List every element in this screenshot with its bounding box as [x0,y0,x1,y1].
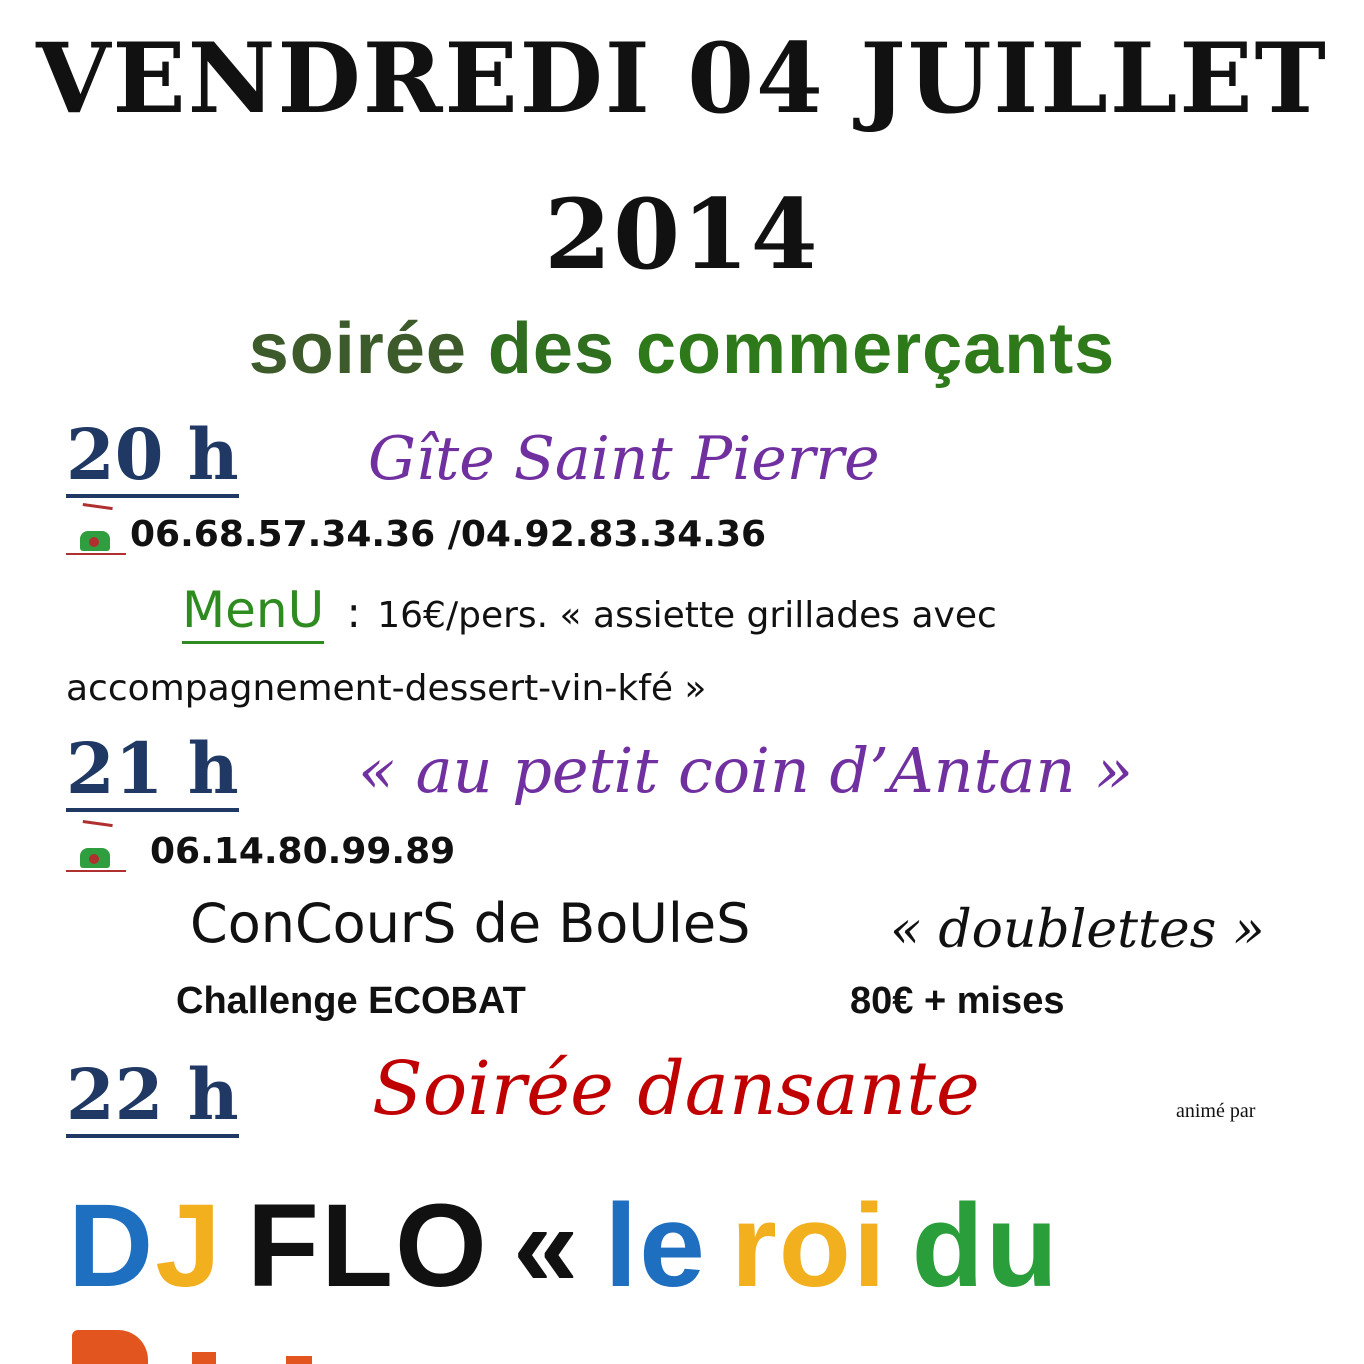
cropped-next-line [72,1330,342,1364]
time-21h: 21 h [66,727,239,810]
phone-number: 06.14.80.99.89 [150,831,456,872]
menu-description-line1: 16€/pers. « assiette grillades avec [377,595,997,636]
menu-description-line2: accompagnement-dessert-vin-kfé » [66,668,707,709]
date-heading: VENDREDI 04 JUILLET [36,22,1328,135]
telephone-icon [66,505,126,555]
dj-word: D [68,1180,156,1312]
boules-contest-title: ConCourS de BoUleS [190,892,751,955]
event-subtitle [0,308,1364,390]
venue-petit-coin-antan: « au petit coin d’Antan » [358,734,1134,807]
subtitle-word: des [487,309,615,389]
dj-word: J [155,1180,223,1312]
dance-evening-title: Soirée dansante [372,1046,980,1132]
boules-type: « doublettes » [890,900,1265,960]
dj-word: « [512,1180,581,1312]
prize-label: 80€ + mises [850,980,1065,1022]
dj-word: le [604,1180,707,1312]
dj-line [68,1178,1084,1314]
subtitle-word: soirée [248,309,467,389]
menu-line [182,581,997,639]
animated-by-note: animé par [1176,1100,1256,1122]
phone-number: 06.68.57.34.36 /04.92.83.34.36 [130,514,767,555]
year-heading: 2014 [544,178,820,291]
phone-row-2 [66,822,455,872]
time-20h: 20 h [66,413,239,496]
dj-word: FLO [246,1180,489,1312]
telephone-icon [66,822,126,872]
dj-word: du [911,1180,1060,1312]
dj-word: roi [730,1180,888,1312]
venue-gite-saint-pierre: Gîte Saint Pierre [368,424,880,494]
menu-label: MenU [182,581,324,644]
challenge-label: Challenge ECOBAT [176,980,526,1022]
menu-separator: : [346,588,361,637]
time-22h: 22 h [66,1053,239,1136]
subtitle-word: commerçants [636,309,1116,389]
phone-row-1 [66,505,766,555]
